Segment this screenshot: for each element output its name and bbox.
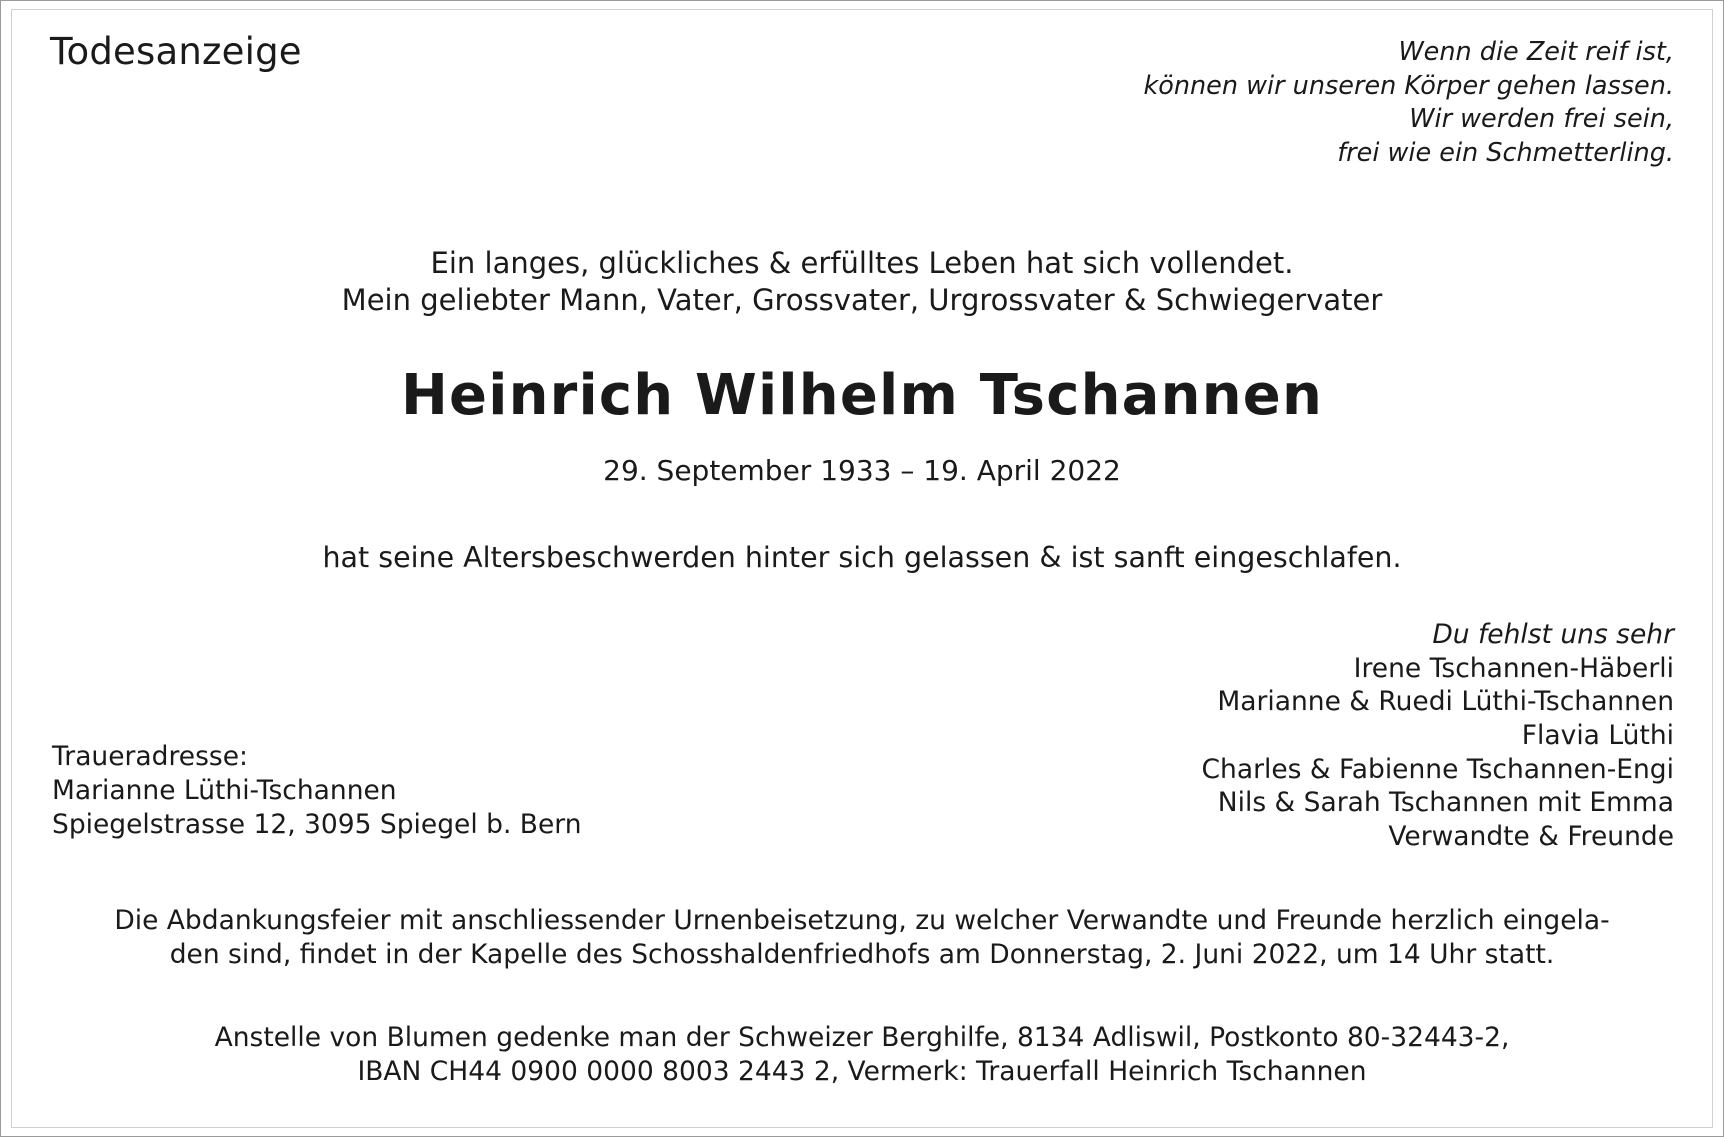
epigraph-line-1: Wenn die Zeit reif ist,: [1398, 37, 1674, 67]
donation-paragraph: [50, 1021, 1674, 1090]
mourning-address-street: Spiegelstrasse 12, 3095 Spiegel b. Bern: [52, 809, 582, 841]
mourning-address-name: Marianne Lüthi-Tschannen: [52, 775, 397, 807]
ceremony-line-1: Die Abdankungsfeier mit anschliessender Urnenbeisetzung, zu welcher Verwandte und Freunde herzlich eingela-: [114, 905, 1610, 936]
family-member: Marianne & Ruedi Lüthi-Tschannen: [1217, 686, 1674, 718]
family-member: Verwandte & Freunde: [1388, 820, 1674, 852]
donation-line-1: Anstelle von Blumen gedenke man der Schweizer Berghilfe, 8134 Adliswil, Postkonto 80-32443-2,: [214, 1021, 1510, 1053]
donation-line-2: IBAN CH44 0900 0000 8003 2443 2, Vermerk: Trauerfall Heinrich Tschannen: [357, 1056, 1367, 1088]
obituary-frame: [11, 9, 1713, 1128]
intro-line-2: Mein geliebter Mann, Vater, Grossvater, Urgrossvater & Schwiegervater: [341, 283, 1383, 318]
family-member: Nils & Sarah Tschannen mit Emma: [1217, 787, 1674, 819]
family-and-address-block: [50, 618, 1674, 858]
family-lead: Du fehlst uns sehr: [1432, 619, 1674, 650]
ceremony-paragraph: [50, 904, 1674, 973]
page-title: Todesanzeige: [50, 30, 302, 73]
closing-line: hat seine Altersbeschwerden hinter sich gelassen & ist sanft eingeschlafen.: [322, 541, 1402, 574]
epigraph-line-2: können wir unseren Körper gehen lassen.: [1143, 70, 1674, 101]
epigraph: [1143, 32, 1674, 171]
family-member: Flavia Lüthi: [1521, 719, 1674, 751]
header-row: [50, 32, 1674, 171]
intro-line-1: Ein langes, glückliches & erfülltes Leben hat sich vollendet.: [430, 245, 1294, 280]
family-member: Charles & Fabienne Tschannen-Engi: [1201, 753, 1674, 785]
obituary-content: [50, 32, 1674, 1109]
epigraph-line-3: Wir werden frei sein,: [1409, 104, 1674, 135]
ceremony-line-2: den sind, findet in der Kapelle des Schosshaldenfriedhofs am Donnerstag, 2. Juni 2022, um 14 Uhr statt.: [169, 939, 1555, 971]
deceased-name: Heinrich Wilhelm Tschannen: [400, 363, 1324, 428]
life-dates: 29. September 1933 – 19. April 2022: [603, 454, 1121, 487]
family-member: Irene Tschannen-Häberli: [1353, 652, 1674, 684]
epigraph-line-4: frei wie ein Schmetterling.: [1337, 137, 1674, 168]
central-block: [50, 245, 1674, 574]
mourning-address-label: Traueradresse:: [52, 741, 248, 772]
mourning-address: [52, 740, 582, 843]
intro-text: [50, 245, 1674, 320]
